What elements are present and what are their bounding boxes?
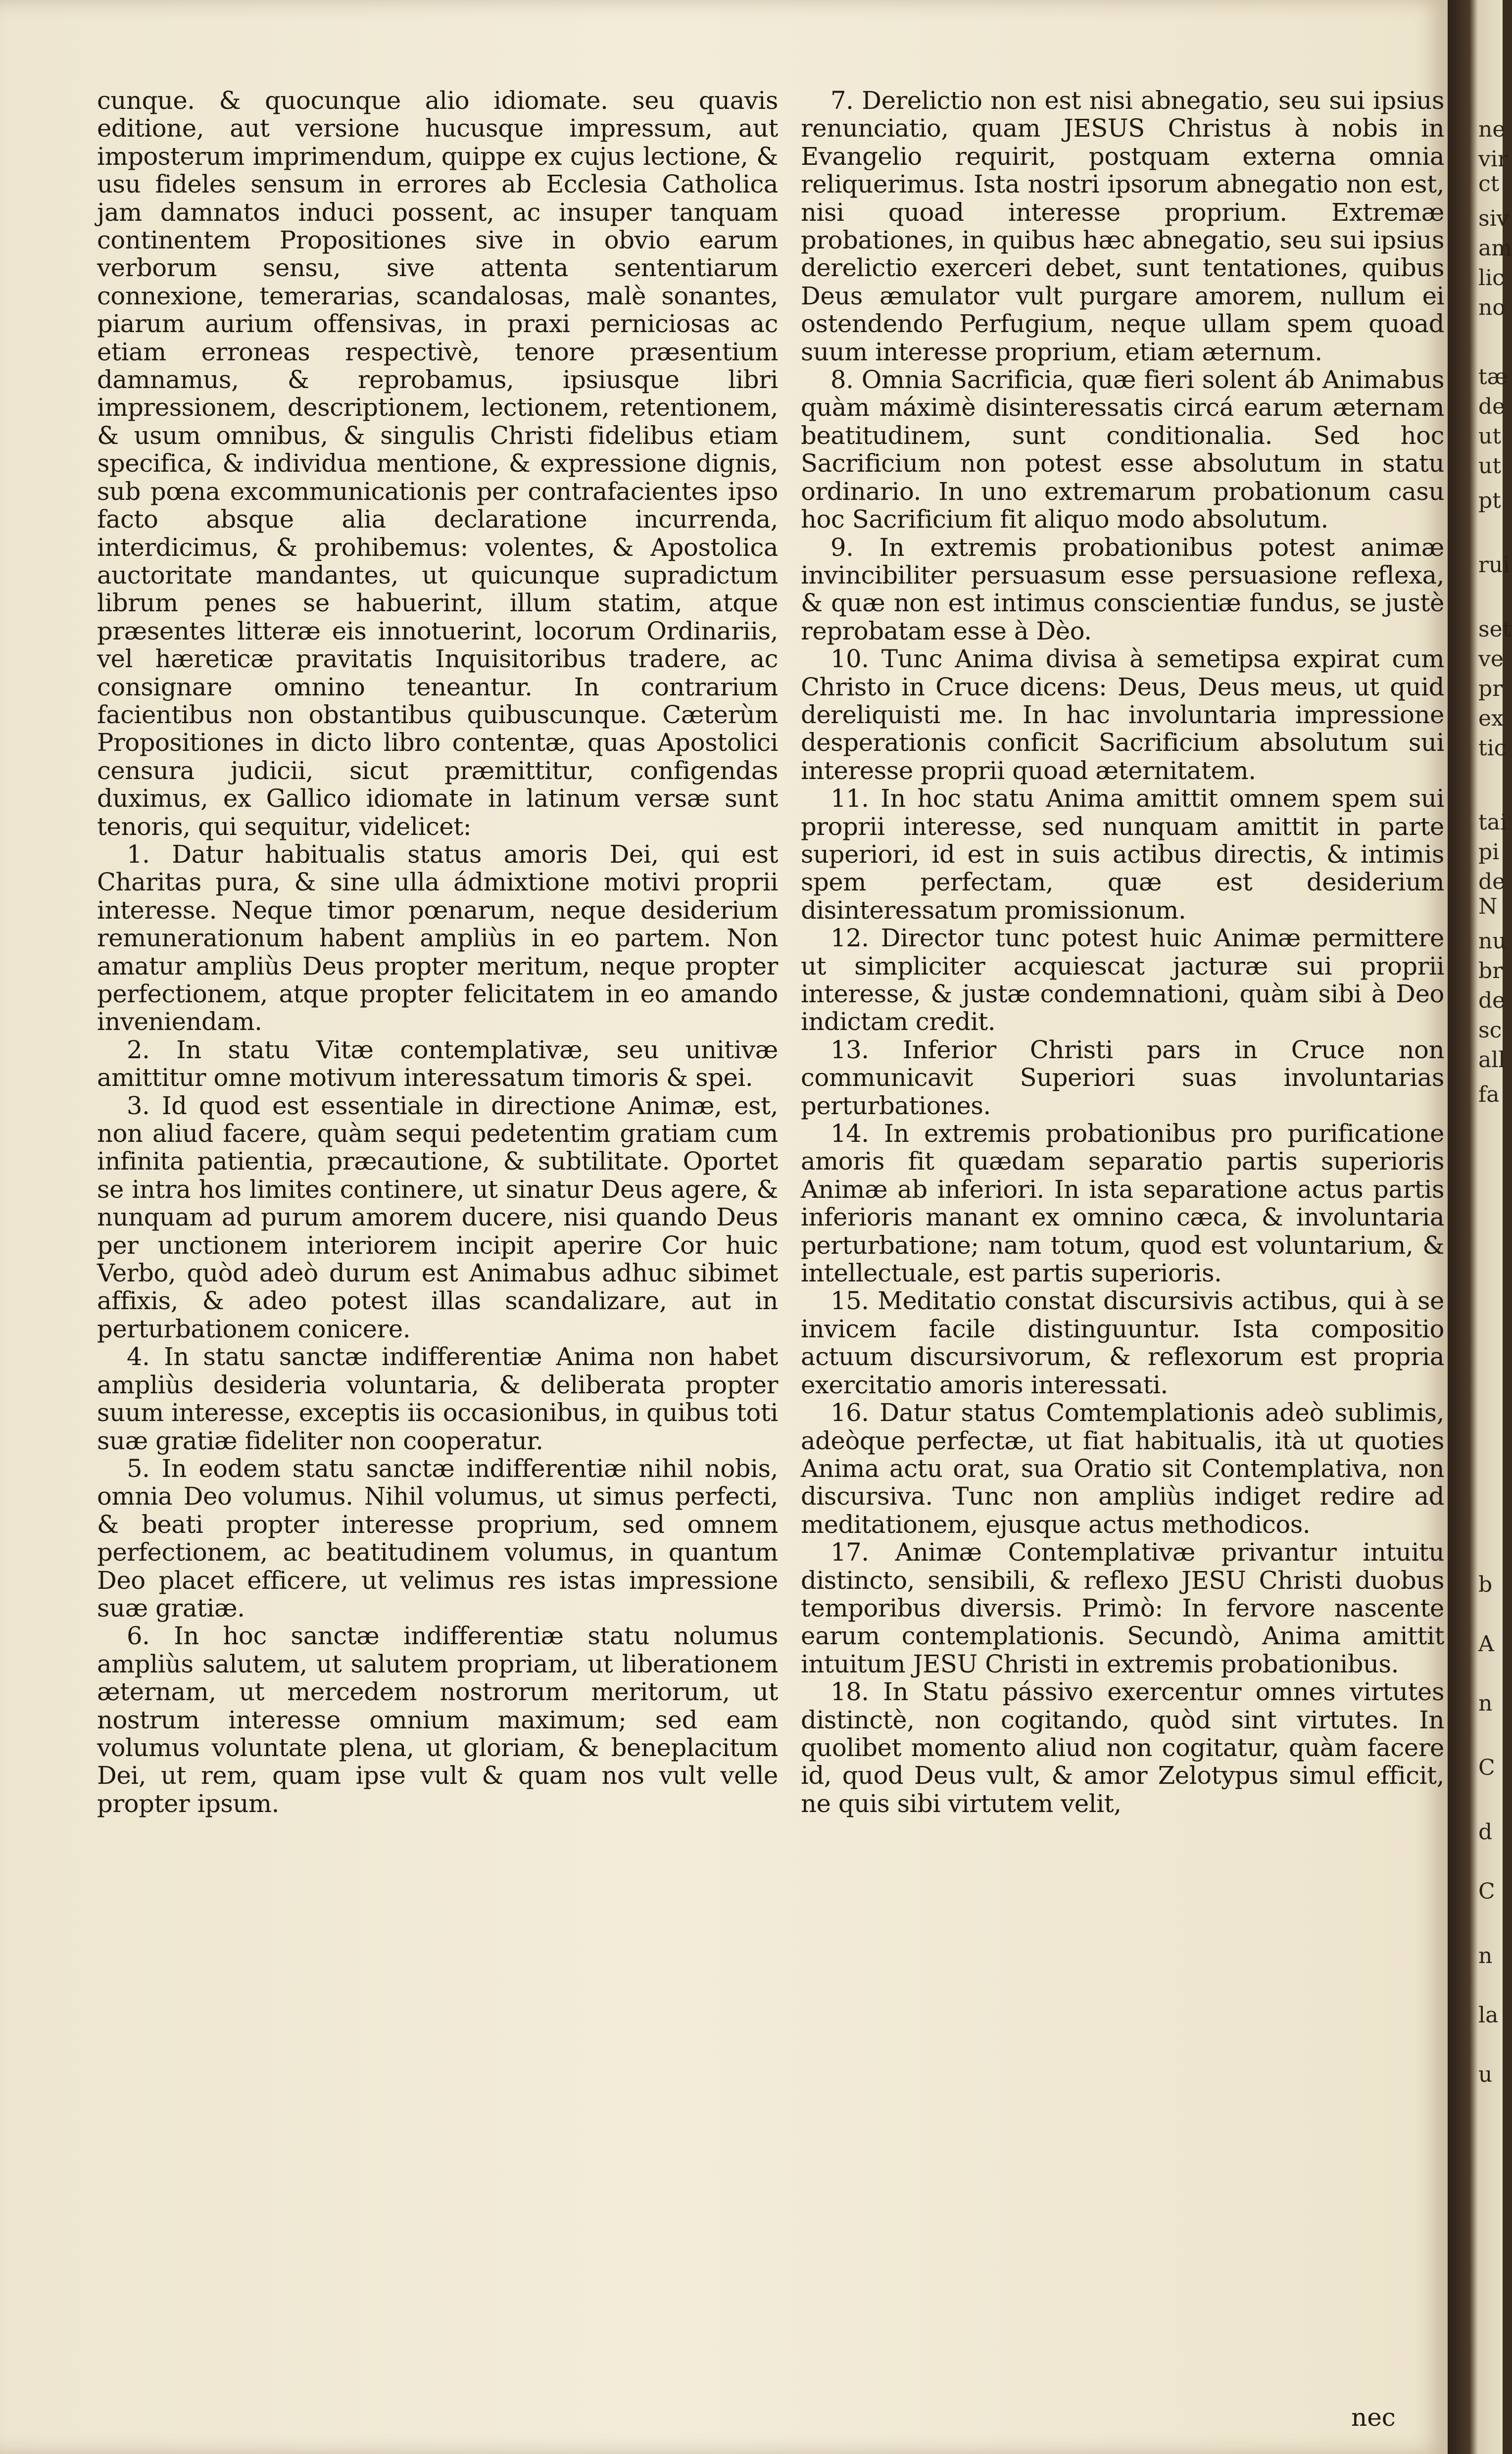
facing-page-fragment: u (1478, 2062, 1493, 2087)
proposition-7: 7. Derelictio non est nisi abnegatio, seu sui ipsius renunciatio, quam JESUS Christus à nobis in Evangelio requirit, postquam externa omnia reliquerimus. Ista nostri ipsorum abnegatio non est, nisi quoad interesse proprium. Extremæ probationes, in quibus hæc abnegatio, seu sui ipsius derelictio exerceri debet, sunt tentationes, quibus Deus æmulator vult purgare amorem, nullum ei ostendendo Perfugium, neque ullam spem quoad suum interesse proprium, etiam æternum. (801, 86, 1444, 366)
proposition-4: 4. In statu sanctæ indifferentiæ Anima non habet ampliùs desideria voluntaria, & deliberata propter suum interesse, exceptis iis occasionibus, in quibus toti suæ gratiæ fideliter non cooperatur. (97, 1342, 778, 1455)
facing-page-fragment: de (1478, 988, 1506, 1013)
facing-page-fragment: tai (1478, 810, 1507, 835)
proposition-18: 18. In Statu pássivo exercentur omnes virtutes distinctè, non cogitando, quòd sint virtutes. In quolibet momento aliud non cogitatur, quàm facere id, quod Deus vult, & amor Zelotypus simul efficit, ne quis sibi virtutem velit, (801, 1677, 1444, 1818)
proposition-2: 2. In statu Vitæ contemplativæ, seu unitivæ amittitur omne motivum interessatum timoris & spei. (97, 1035, 778, 1092)
facing-page-fragment: n (1478, 1943, 1493, 1968)
facing-page-fragment: d (1478, 1819, 1493, 1845)
facing-page-fragment: vir (1478, 147, 1508, 172)
proposition-16: 16. Datur status Comtemplationis adeò sublimis, adeòque perfectæ, ut fiat habitualis, ità ut quoties Anima actu orat, sua Oratio sit Contemplativa, non discursiva. Tunc non ampliùs indiget redire ad meditationem, ejusque actus methodicos. (801, 1398, 1444, 1539)
facing-page-fragment: nu (1478, 929, 1507, 954)
facing-page-fragment: lic (1478, 265, 1505, 291)
facing-page-fragment: siv (1478, 206, 1509, 231)
facing-page-edge (1448, 0, 1512, 2454)
right-text-column (801, 87, 1444, 1817)
facing-page-fragment: ut (1478, 453, 1502, 479)
facing-page-fragment: b (1478, 1572, 1493, 1597)
catchword: nec (1351, 2403, 1396, 2432)
intro-paragraph: cunque. & quocunque alio idiomate. seu quavis editione, aut versione hucusque impressum, aut imposterum imprimendum, quippe ex cujus lectione, & usu fideles sensum in errores ab Ecclesia Catholica jam damnatos induci possent, ac insuper tanquam continentem Propositiones sive in obvio earum verborum sensu, sive attenta sententiarum connexione, temerarias, scandalosas, malè sonantes, piarum aurium offensivas, in praxi perniciosas ac etiam erroneas respectivè, tenore præsentium damnamus, & reprobamus, ipsiusque libri impressionem, descriptionem, lectionem, retentionem, & usum omnibus, & singulis Christi fidelibus etiam specifica, & individua mentione, & expressione dignis, sub pœna excommunicationis per contrafacientes ipso facto absque alia declaratione incurrenda, interdicimus, & prohibemus: volentes, & Apostolica auctoritate mandantes, ut quicunque supradictum librum penes se habuerint, illum statim, atque præsentes litteræ eis innotuerint, locorum Ordinariis, vel hæreticæ pravitatis Inquisitoribus tradere, ac consignare omnino teneantur. In contrarium facientibus non obstantibus quibuscunque. Cæterùm Propositiones in dicto libro contentæ, quas Apostolici censura judicii, sicut præmittitur, configendas duximus, ex Gallico idiomate in latinum versæ sunt tenoris, qui sequitur, videlicet: (97, 86, 778, 841)
proposition-11: 11. In hoc statu Anima amittit omnem spem sui proprii interesse, sed nunquam amittit in parte superiori, id est in suis actibus directis, & intimis spem perfectam, quæ est desiderium disinteressatum promissionum. (801, 784, 1444, 925)
proposition-3: 3. Id quod est essentiale in directione Animæ, est, non aliud facere, quàm sequi pedetentim gratiam cum infinita patientia, præcautione, & subtilitate. Oportet se intra hos limites continere, ut sinatur Deus agere, & nunquam ad purum amorem ducere, nisi quando Deus per unctionem interiorem incipit aperire Cor huic Verbo, quòd adeò durum est Animabus adhuc sibimet affixis, & adeo potest illas scandalizare, aut in perturbationem conicere. (97, 1091, 778, 1343)
proposition-13: 13. Inferior Christi pars in Cruce non communicavit Superiori suas involuntarias perturbationes. (801, 1035, 1444, 1120)
facing-page-fragment: am (1478, 236, 1512, 261)
facing-page-fragment: n (1478, 1691, 1493, 1716)
left-text-column (97, 87, 778, 1817)
facing-page-fragment: A (1478, 1631, 1494, 1657)
facing-page-fragment: C (1478, 1879, 1495, 1904)
facing-page-fragment: rui (1478, 552, 1510, 578)
proposition-10: 10. Tunc Anima divisa à semetipsa expirat cum Christo in Cruce dicens: Deus, Deus meus, ut quid dereliquisti me. In hac involuntaria impressione desperationis conficit Sacrificium absolutum sui interesse proprii quoad æternitatem. (801, 644, 1444, 785)
facing-page-fragment: ut (1478, 424, 1502, 449)
facing-page-fragment: br (1478, 958, 1503, 983)
facing-page-fragment: no (1478, 295, 1506, 320)
proposition-12: 12. Director tunc potest huic Animæ permittere ut simpliciter acquiescat jacturæ sui proprii interesse, & justæ condemnationi, quàm sibi à Deo indictam credit. (801, 924, 1444, 1036)
proposition-9: 9. In extremis probationibus potest animæ invincibiliter persuasum esse persuasione reflexa, & quæ non est intimus conscientiæ fundus, se justè reprobatam esse à Dèo. (801, 533, 1444, 645)
facing-page-fragment: ve (1478, 646, 1504, 672)
facing-page-fragment: sc (1478, 1018, 1502, 1043)
facing-page-fragment: ne (1478, 117, 1506, 142)
facing-page-fragment: tic (1478, 736, 1507, 761)
facing-page-fragment: de (1478, 394, 1506, 419)
facing-page-fragment: pr (1478, 676, 1503, 701)
facing-page-fragment: all (1478, 1047, 1506, 1073)
facing-page-fragment: de (1478, 869, 1506, 894)
proposition-6: 6. In hoc sanctæ indifferentiæ statu nolumus ampliùs salutem, ut salutem propriam, ut liberationem æternam, ut mercedem nostrorum meritorum, ut nostrum interesse omnium maximum; sed eam volumus voluntate plena, ut gloriam, & beneplacitum Dei, ut rem, quam ipse vult & quam nos vult velle propter ipsum. (97, 1621, 778, 1818)
proposition-5: 5. In eodem statu sanctæ indifferentiæ nihil nobis, omnia Deo volumus. Nihil volumus, ut simus perfecti, & beati propter interesse proprium, sed omnem perfectionem, ac beatitudinem volumus, in quantum Deo placet efficere, ut velimus res istas impressione suæ gratiæ. (97, 1454, 778, 1622)
facing-page-fragment: tæ (1478, 364, 1508, 390)
proposition-1: 1. Datur habitualis status amoris Dei, qui est Charitas pura, & sine ulla ádmixtione motivi proprii interesse. Neque timor pœnarum, neque desiderium remunerationum habent ampliùs in eo partem. Non amatur ampliùs Deus propter meritum, neque propter perfectionem, atque propter felicitatem in eo amando inveniendam. (97, 839, 778, 1036)
facing-page-fragment: N (1478, 894, 1498, 919)
facing-page-fragment: ct (1478, 171, 1500, 196)
facing-page-fragment: C (1478, 1755, 1495, 1780)
facing-page-fragment: la (1478, 2003, 1499, 2028)
proposition-15: 15. Meditatio constat discursivis actibus, qui à se invicem facile distinguuntur. Ista compositio actuum discursivorum, & reflexorum est propria exercitatio amoris interessati. (801, 1286, 1444, 1399)
proposition-8: 8. Omnia Sacrificia, quæ fieri solent áb Animabus quàm máximè disinteressatis circá earum æternam beatitudinem, sunt conditionalia. Sed hoc Sacrificium non potest esse absolutum in statu ordinario. In uno extremarum probationum casu hoc Sacrificium fit aliquo modo absolutum. (801, 365, 1444, 534)
proposition-14: 14. In extremis probationibus pro purificatione amoris fit quædam separatio partis superioris Animæ ab inferiori. In ista separatione actus partis inferioris manant ex omnino cæca, & involuntaria perturbatione; nam totum, quod est voluntarium, & intellectuale, est partis superioris. (801, 1119, 1444, 1288)
facing-page-fragment: fa (1478, 1082, 1500, 1107)
facing-page-fragment: ex (1478, 706, 1504, 731)
facing-page-fragment: pt (1478, 488, 1501, 513)
facing-page-fragment: pi (1478, 839, 1500, 865)
proposition-17: 17. Animæ Contemplativæ privantur intuitu distincto, sensibili, & reflexo JESU Christi duobus temporibus diversis. Primò: In fervore nascente earum contemplationis. Secundò, Anima amittit intuitum JESU Christi in extremis probationibus. (801, 1538, 1444, 1678)
facing-page-fragment: set (1478, 617, 1512, 642)
